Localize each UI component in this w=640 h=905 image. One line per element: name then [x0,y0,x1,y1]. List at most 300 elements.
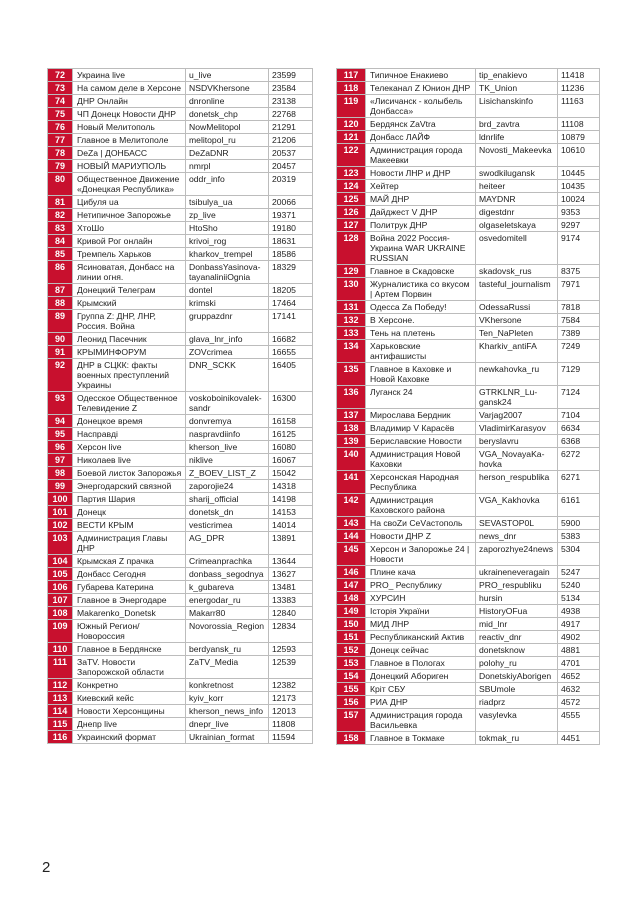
rank-cell: 152 [337,644,366,657]
rank-cell: 121 [337,131,366,144]
table-row [337,683,600,696]
subscriber-count-cell: 13383 [269,594,313,607]
subscriber-count-cell: 6634 [558,422,600,435]
channel-name-cell: Администрация города Макеевки [366,144,476,167]
table-row [48,480,313,493]
right-table-body [337,69,600,745]
channel-handle-cell: ldnrlife [476,131,558,144]
subscriber-count-cell: 10024 [558,193,600,206]
right-channel-table [336,68,600,745]
rank-cell: 134 [337,340,366,363]
subscriber-count-cell: 18205 [269,284,313,297]
rank-cell: 136 [337,386,366,409]
subscriber-count-cell: 22768 [269,108,313,121]
channel-name-cell: Донбасс Сегодня [73,568,186,581]
rank-cell: 127 [337,219,366,232]
table-row [48,310,313,333]
rank-cell: 155 [337,683,366,696]
subscriber-count-cell: 12834 [269,620,313,643]
page-number: 2 [42,859,51,876]
table-row [48,392,313,415]
channel-handle-cell: donbass_segodnya [186,568,269,581]
rank-cell: 82 [48,209,73,222]
table-row [48,519,313,532]
channel-handle-cell: swodkilugansk [476,167,558,180]
channel-name-cell: Главное в Каховке и Новой Каховке [366,363,476,386]
channel-name-cell: Главное в Бердянске [73,643,186,656]
subscriber-count-cell: 11594 [269,731,313,744]
table-row [48,160,313,173]
table-row [337,278,600,301]
channel-handle-cell: polohy_ru [476,657,558,670]
subscriber-count-cell: 12013 [269,705,313,718]
channel-handle-cell: beryslavru [476,435,558,448]
table-row [337,422,600,435]
channel-name-cell: ДНР Онлайн [73,95,186,108]
table-row [337,435,600,448]
channel-name-cell: КРЫМИНФОРУМ [73,346,186,359]
table-row [48,620,313,643]
rank-cell: 143 [337,517,366,530]
table-row [337,363,600,386]
rank-cell: 133 [337,327,366,340]
subscriber-count-cell: 20457 [269,160,313,173]
channel-handle-cell: PRO_respubliku [476,579,558,592]
channel-name-cell: ЗаTV. Новости Запорожской области [73,656,186,679]
rank-cell: 107 [48,594,73,607]
table-row [48,467,313,480]
channel-handle-cell: ZaTV_Media [186,656,269,679]
subscriber-count-cell: 5247 [558,566,600,579]
table-row [48,284,313,297]
table-row [337,631,600,644]
channel-name-cell: Новый Мелитополь [73,121,186,134]
channel-name-cell: Насправді [73,428,186,441]
channel-handle-cell: MAYDNR [476,193,558,206]
channel-handle-cell: Makarr80 [186,607,269,620]
subscriber-count-cell: 11236 [558,82,600,95]
channel-name-cell: Херсон и Запорожье 24 | Новости [366,543,476,566]
channel-handle-cell: tasteful_journalism [476,278,558,301]
rank-cell: 99 [48,480,73,493]
channel-name-cell: Одесское Общественное Телевидение Z [73,392,186,415]
channel-handle-cell: kyiv_korr [186,692,269,705]
channel-handle-cell: VladimirKarasyov [476,422,558,435]
table-row [48,731,313,744]
channel-name-cell: Администрация Новой Каховки [366,448,476,471]
table-row [337,494,600,517]
channel-handle-cell: tsibulya_ua [186,196,269,209]
subscriber-count-cell: 13627 [269,568,313,581]
rank-cell: 120 [337,118,366,131]
channel-name-cell: Одесса Za Победу! [366,301,476,314]
rank-cell: 103 [48,532,73,555]
channel-name-cell: Война 2022 Россия-Украина WAR UKRAINE RUSSIAN [366,232,476,265]
channel-handle-cell: ukraineneveragain [476,566,558,579]
channel-handle-cell: TK_Union [476,82,558,95]
channel-handle-cell: kharkov_trempel [186,248,269,261]
rank-cell: 142 [337,494,366,517]
subscriber-count-cell: 4902 [558,631,600,644]
table-row [337,131,600,144]
channel-name-cell: ЧП Донецк Новости ДНР [73,108,186,121]
subscriber-count-cell: 9297 [558,219,600,232]
table-row [48,581,313,594]
subscriber-count-cell: 19180 [269,222,313,235]
subscriber-count-cell: 7389 [558,327,600,340]
channel-handle-cell: donetsknow [476,644,558,657]
channel-handle-cell: energodar_ru [186,594,269,607]
channel-handle-cell: DeZaDNR [186,147,269,160]
table-row [48,493,313,506]
rank-cell: 104 [48,555,73,568]
table-row [337,670,600,683]
channel-handle-cell: melitopol_ru [186,134,269,147]
channel-handle-cell: krivoi_rog [186,235,269,248]
channel-handle-cell: donetsk_chp [186,108,269,121]
subscriber-count-cell: 14318 [269,480,313,493]
channel-name-cell: Журналистика со вкусом | Артем Порвин [366,278,476,301]
subscriber-count-cell: 4632 [558,683,600,696]
subscriber-count-cell: 18631 [269,235,313,248]
subscriber-count-cell: 9353 [558,206,600,219]
rank-cell: 138 [337,422,366,435]
channel-name-cell: Новости ДНР Z [366,530,476,543]
channel-name-cell: Новости Херсонщины [73,705,186,718]
channel-handle-cell: donvremya [186,415,269,428]
subscriber-count-cell: 4938 [558,605,600,618]
channel-name-cell: DeZa | ДОНБАСС [73,147,186,160]
channel-name-cell: PRO_ Республику [366,579,476,592]
channel-handle-cell: nmrpl [186,160,269,173]
rank-cell: 109 [48,620,73,643]
table-row [337,314,600,327]
channel-name-cell: Украина live [73,69,186,82]
channel-name-cell: Администрация Каховского района [366,494,476,517]
rank-cell: 144 [337,530,366,543]
channel-name-cell: Администрация Главы ДНР [73,532,186,555]
table-row [48,261,313,284]
table-row [48,297,313,310]
channel-handle-cell: VGA_Kakhovka [476,494,558,517]
rank-cell: 74 [48,95,73,108]
rank-cell: 112 [48,679,73,692]
rank-cell: 106 [48,581,73,594]
rank-cell: 113 [48,692,73,705]
rank-cell: 83 [48,222,73,235]
channel-handle-cell: sharij_official [186,493,269,506]
channel-name-cell: Крымская Z прачка [73,555,186,568]
subscriber-count-cell: 4881 [558,644,600,657]
subscriber-count-cell: 6368 [558,435,600,448]
subscriber-count-cell: 10879 [558,131,600,144]
rank-cell: 150 [337,618,366,631]
rank-cell: 89 [48,310,73,333]
channel-handle-cell: naspravdiinfo [186,428,269,441]
subscriber-count-cell: 14014 [269,519,313,532]
rank-cell: 105 [48,568,73,581]
table-row [48,248,313,261]
channel-name-cell: Николаев live [73,454,186,467]
rank-cell: 80 [48,173,73,196]
subscriber-count-cell: 23599 [269,69,313,82]
channel-handle-cell: herson_respublika [476,471,558,494]
table-row [337,386,600,409]
table-row [337,206,600,219]
channel-name-cell: ХУРСИН [366,592,476,605]
channel-name-cell: РИА ДНР [366,696,476,709]
channel-name-cell: Кріт СБУ [366,683,476,696]
table-row [48,643,313,656]
subscriber-count-cell: 4451 [558,732,600,745]
table-row [337,144,600,167]
table-row [337,709,600,732]
rank-cell: 145 [337,543,366,566]
subscriber-count-cell: 12840 [269,607,313,620]
rank-cell: 102 [48,519,73,532]
channel-name-cell: Леонид Пасечник [73,333,186,346]
table-row [48,222,313,235]
table-row [48,346,313,359]
table-row [337,592,600,605]
table-row [48,82,313,95]
rank-cell: 119 [337,95,366,118]
channel-handle-cell: Ukrainian_format [186,731,269,744]
rank-cell: 122 [337,144,366,167]
channel-handle-cell: gruppazdnr [186,310,269,333]
rank-cell: 78 [48,147,73,160]
subscriber-count-cell: 5304 [558,543,600,566]
channel-handle-cell: Crimeanprachka [186,555,269,568]
channel-handle-cell: donetsk_dn [186,506,269,519]
rank-cell: 108 [48,607,73,620]
channel-handle-cell: DonbassYasinova-tayanaliniiOgnia [186,261,269,284]
table-row [48,428,313,441]
channel-handle-cell: HtoSho [186,222,269,235]
subscriber-count-cell: 18586 [269,248,313,261]
channel-name-cell: Цибуля ua [73,196,186,209]
channel-handle-cell: tokmak_ru [476,732,558,745]
rank-cell: 115 [48,718,73,731]
rank-cell: 117 [337,69,366,82]
table-row [48,121,313,134]
rank-cell: 96 [48,441,73,454]
rank-cell: 94 [48,415,73,428]
subscriber-count-cell: 16067 [269,454,313,467]
table-row [48,679,313,692]
rank-cell: 128 [337,232,366,265]
subscriber-count-cell: 9174 [558,232,600,265]
subscriber-count-cell: 16300 [269,392,313,415]
rank-cell: 91 [48,346,73,359]
channel-name-cell: Луганск 24 [366,386,476,409]
channel-handle-cell: news_dnr [476,530,558,543]
channel-handle-cell: k_gubareva [186,581,269,594]
table-row [48,656,313,679]
table-row [337,118,600,131]
channel-name-cell: Хейтер [366,180,476,193]
rank-cell: 118 [337,82,366,95]
channel-handle-cell: glava_lnr_info [186,333,269,346]
channel-name-cell: Донбасс ЛАЙФ [366,131,476,144]
table-row [337,657,600,670]
rank-cell: 72 [48,69,73,82]
table-row [48,108,313,121]
table-row [48,454,313,467]
table-row [337,644,600,657]
channel-name-cell: Губарева Катерина [73,581,186,594]
table-row [48,594,313,607]
channel-name-cell: ВЕСТИ КРЫМ [73,519,186,532]
table-row [337,265,600,278]
rank-cell: 75 [48,108,73,121]
subscriber-count-cell: 16682 [269,333,313,346]
table-row [48,333,313,346]
subscriber-count-cell: 5134 [558,592,600,605]
channel-name-cell: Нетипичное Запорожье [73,209,186,222]
rank-cell: 125 [337,193,366,206]
subscriber-count-cell: 7971 [558,278,600,301]
rank-cell: 98 [48,467,73,480]
table-row [337,340,600,363]
table-row [48,568,313,581]
subscriber-count-cell: 4701 [558,657,600,670]
rank-cell: 132 [337,314,366,327]
subscriber-count-cell: 7104 [558,409,600,422]
channel-name-cell: Донецкое время [73,415,186,428]
rank-cell: 77 [48,134,73,147]
channel-handle-cell: berdyansk_ru [186,643,269,656]
table-row [337,219,600,232]
subscriber-count-cell: 11808 [269,718,313,731]
table-row [48,69,313,82]
channel-handle-cell: niklive [186,454,269,467]
table-row [48,555,313,568]
rank-cell: 131 [337,301,366,314]
rank-cell: 124 [337,180,366,193]
channel-handle-cell: brd_zavtra [476,118,558,131]
channel-handle-cell: SBUmole [476,683,558,696]
table-row [337,69,600,82]
table-row [48,173,313,196]
rank-cell: 88 [48,297,73,310]
rank-cell: 84 [48,235,73,248]
channel-name-cell: Конкретно [73,679,186,692]
channel-handle-cell: osvedomitell [476,232,558,265]
rank-cell: 158 [337,732,366,745]
rank-cell: 110 [48,643,73,656]
table-row [337,566,600,579]
channel-name-cell: На самом деле в Херсоне [73,82,186,95]
rank-cell: 100 [48,493,73,506]
rank-cell: 76 [48,121,73,134]
rank-cell: 135 [337,363,366,386]
subscriber-count-cell: 12382 [269,679,313,692]
channel-name-cell: Политрук ДНР [366,219,476,232]
table-row [337,471,600,494]
subscriber-count-cell: 4652 [558,670,600,683]
rank-cell: 93 [48,392,73,415]
subscriber-count-cell: 10445 [558,167,600,180]
channel-handle-cell: dnronline [186,95,269,108]
channel-name-cell: Бериславские Новости [366,435,476,448]
channel-name-cell: Херсонская Народная Республика [366,471,476,494]
rank-cell: 73 [48,82,73,95]
channel-name-cell: На своZи СеVастополь [366,517,476,530]
table-row [337,167,600,180]
channel-handle-cell: VGA_NovayaKa-hovka [476,448,558,471]
subscriber-count-cell: 6272 [558,448,600,471]
channel-handle-cell: SEVASTOP0L [476,517,558,530]
channel-handle-cell: dnepr_live [186,718,269,731]
channel-name-cell: МАЙ ДНР [366,193,476,206]
rank-cell: 111 [48,656,73,679]
subscriber-count-cell: 11108 [558,118,600,131]
channel-handle-cell: Novosti_Makeevka [476,144,558,167]
subscriber-count-cell: 16405 [269,359,313,392]
rank-cell: 85 [48,248,73,261]
subscriber-count-cell: 7129 [558,363,600,386]
subscriber-count-cell: 23584 [269,82,313,95]
table-row [48,441,313,454]
channel-name-cell: «Лисичанск - колыбель Донбасса» [366,95,476,118]
rank-cell: 114 [48,705,73,718]
subscriber-count-cell: 4555 [558,709,600,732]
channel-name-cell: Южный Регион/ Новоросcия [73,620,186,643]
rank-cell: 137 [337,409,366,422]
subscriber-count-cell: 21291 [269,121,313,134]
subscriber-count-cell: 16080 [269,441,313,454]
rank-cell: 154 [337,670,366,683]
channel-handle-cell: VKhersone [476,314,558,327]
table-row [337,301,600,314]
channel-handle-cell: Kharkiv_antiFA [476,340,558,363]
left-table-body [48,69,313,744]
channel-handle-cell: Z_BOEV_LIST_Z [186,467,269,480]
rank-cell: 156 [337,696,366,709]
channel-name-cell: В Херсоне. [366,314,476,327]
subscriber-count-cell: 4572 [558,696,600,709]
subscriber-count-cell: 4917 [558,618,600,631]
channel-handle-cell: zp_live [186,209,269,222]
channel-handle-cell: oddr_info [186,173,269,196]
channel-name-cell: Энергодарский связной [73,480,186,493]
channel-name-cell: НОВЫЙ МАРИУПОЛЬ [73,160,186,173]
table-row [337,605,600,618]
table-row [48,235,313,248]
channel-name-cell: Крымский [73,297,186,310]
table-row [48,147,313,160]
channel-name-cell: МИД ЛНР [366,618,476,631]
channel-handle-cell: DNR_SCKK [186,359,269,392]
channel-handle-cell: Novorossia_Region [186,620,269,643]
channel-handle-cell: zaporojie24 [186,480,269,493]
subscriber-count-cell: 10435 [558,180,600,193]
subscriber-count-cell: 18329 [269,261,313,284]
channel-handle-cell: GTRKLNR_Lu-gansk24 [476,386,558,409]
rank-cell: 86 [48,261,73,284]
channel-name-cell: Республиканский Актив [366,631,476,644]
table-row [48,196,313,209]
table-row [48,134,313,147]
channel-name-cell: Дайджест V ДНР [366,206,476,219]
subscriber-count-cell: 23138 [269,95,313,108]
subscriber-count-cell: 11163 [558,95,600,118]
subscriber-count-cell: 16655 [269,346,313,359]
channel-name-cell: Мирослава Бердник [366,409,476,422]
channel-handle-cell: Ten_NaPleten [476,327,558,340]
channel-handle-cell: ZOVcrimea [186,346,269,359]
